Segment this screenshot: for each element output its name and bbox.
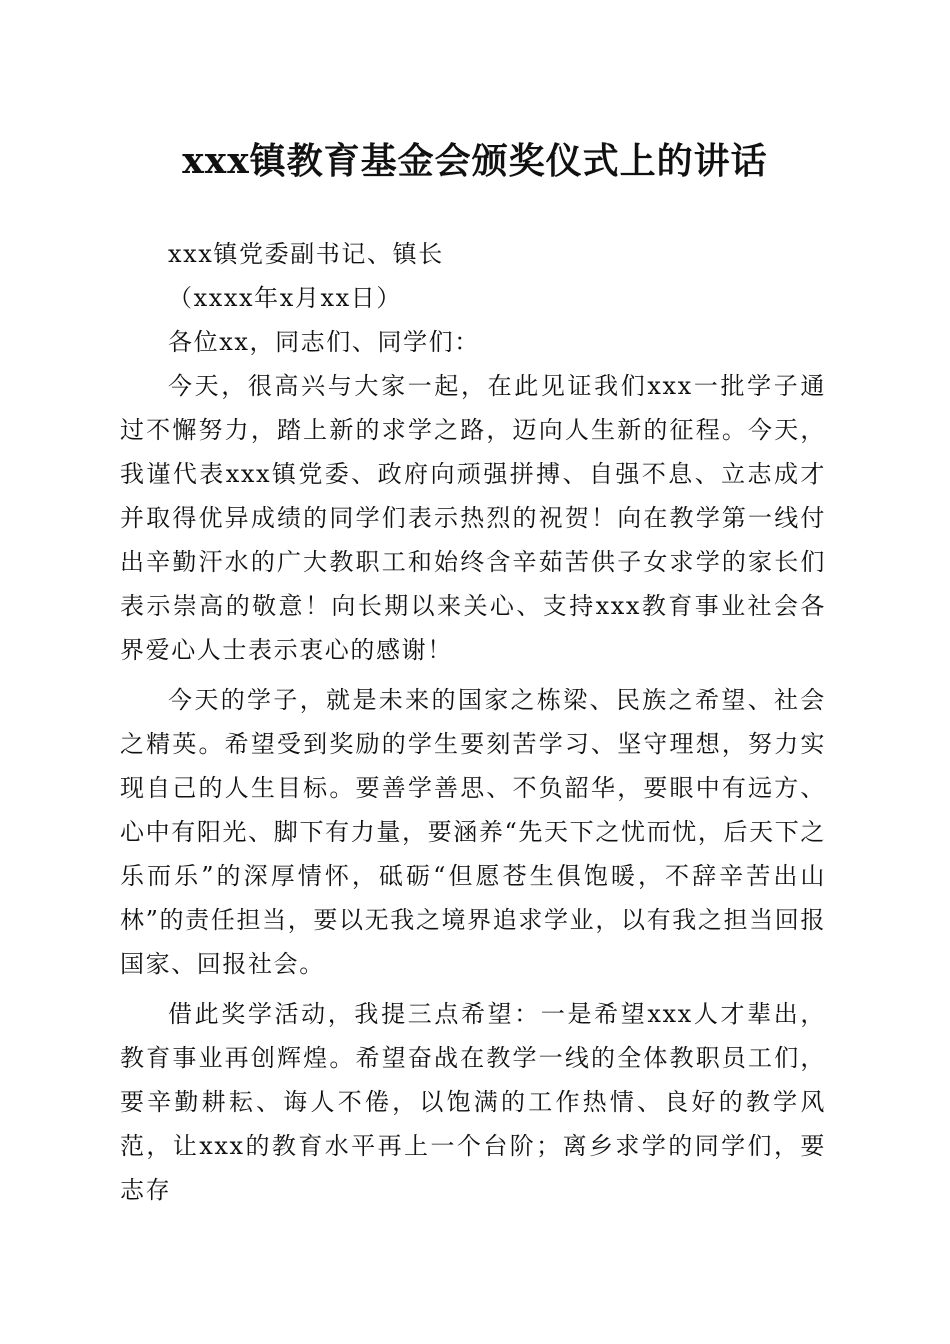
document-title: xxx镇教育基金会颁奖仪式上的讲话: [182, 140, 768, 182]
date-line: （xxxx年x月xx日）: [168, 284, 402, 312]
paragraph: 今天，很高兴与大家一起，在此见证我们xxx一批学子通过不懈努力，踏上新的求学之路，迈向人生新的征程。今天，我谨代表xxx镇党委、政府向顽强拼搏、自强不息、立志成才并取得优异成绩的同学们表示热烈的祝贺！向在教学第一线付出辛勤汗水的广大教职工和始终含辛茹苦供子女求学的家长们表示崇高的敬意！向长期以来关心、支持xxx教育事业社会各界爱心人士表示衷心的感谢！: [120, 372, 826, 664]
salutation-line: 各位xx，同志们、同学们：: [168, 328, 480, 356]
document-body: [120, 232, 826, 1212]
speaker-line: xxx镇党委副书记、镇长: [168, 240, 444, 268]
paragraph: 今天的学子，就是未来的国家之栋梁、民族之希望、社会之精英。希望受到奖励的学生要刻苦学习、坚守理想，努力实现自己的人生目标。要善学善思、不负韶华，要眼中有远方、心中有阳光、脚下有力量，要涵养“先天下之忧而忧，后天下之乐而乐”的深厚情怀，砥砺“但愿苍生俱饱暖，不辞辛苦出山林”的责任担当，要以无我之境界追求学业，以有我之担当回报国家、回报社会。: [120, 686, 826, 978]
paragraph: 借此奖学活动，我提三点希望：一是希望xxx人才辈出，教育事业再创辉煌。希望奋战在教学一线的全体教职员工们，要辛勤耕耘、诲人不倦，以饱满的工作热情、良好的教学风范，让xxx的教育水平再上一个台阶；离乡求学的同学们，要志存: [120, 1000, 826, 1204]
